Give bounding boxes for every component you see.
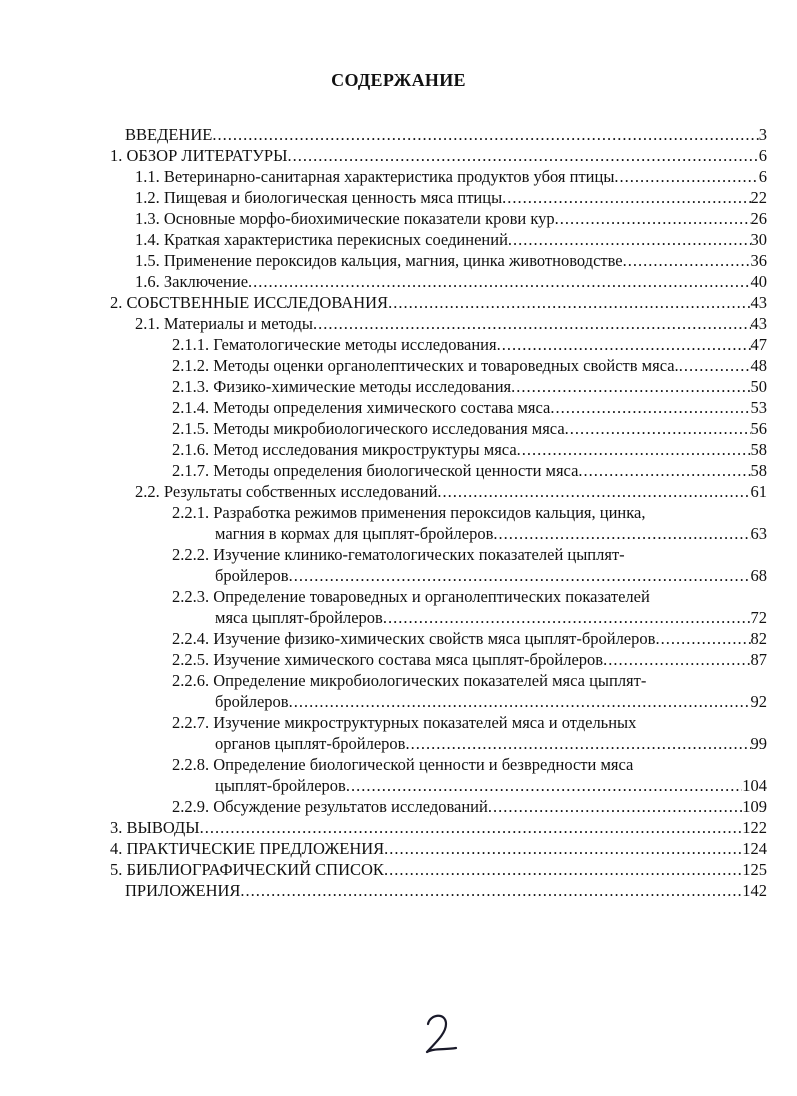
toc-entry [215, 523, 767, 544]
dot-leader [200, 817, 743, 838]
toc-page-number: 40 [750, 272, 767, 291]
dot-leader [565, 418, 751, 439]
toc-entry-text: 2.2.6. Определение микробиологических показателей мяса цыплят- [172, 671, 647, 690]
toc-page-number: 6 [758, 167, 767, 186]
toc-row [0, 292, 797, 313]
toc-entry-text: 2.2.2. Изучение клинико-гематологических показателей цыплят- [172, 545, 625, 564]
dot-leader [502, 187, 750, 208]
toc-row [0, 124, 797, 145]
dot-leader [405, 733, 750, 754]
toc-entry [172, 418, 767, 439]
dot-leader [288, 145, 759, 166]
toc-entry [135, 208, 767, 229]
dot-leader [578, 460, 750, 481]
toc-entry-text: 2.1.6. Метод исследования микроструктуры мяса [172, 440, 517, 459]
dot-leader [212, 124, 758, 145]
toc-row [0, 712, 797, 733]
dot-leader [497, 334, 751, 355]
dot-leader [517, 439, 751, 460]
toc-page-number: 72 [750, 608, 767, 627]
dot-leader [289, 565, 751, 586]
toc-entry-text: 1.4. Краткая характеристика перекисных соединений [135, 230, 508, 249]
toc-page-number: 104 [742, 776, 767, 795]
toc-row [0, 754, 797, 775]
toc-entry [110, 292, 767, 313]
toc-entry [172, 460, 767, 481]
toc-entry [135, 166, 767, 187]
toc-page-number: 142 [742, 881, 767, 900]
toc-page-number: 43 [750, 293, 767, 312]
toc-page-number: 26 [750, 209, 767, 228]
toc-entry-text: 2.2.4. Изучение физико-химических свойств мяса цыплят-бройлеров [172, 629, 656, 648]
toc-row [0, 544, 797, 565]
toc-entry-text: ПРИЛОЖЕНИЯ [125, 881, 241, 900]
toc-row [0, 775, 797, 796]
toc-row [0, 565, 797, 586]
dot-leader [655, 628, 750, 649]
toc-entry-text: 2.1. Материалы и методы [135, 314, 313, 333]
dot-leader [679, 355, 751, 376]
toc-row [0, 796, 797, 817]
toc-page-number: 53 [750, 398, 767, 417]
toc-page-number: 58 [750, 440, 767, 459]
toc-entry-text: 2.2. Результаты собственных исследований [135, 482, 438, 501]
toc-row [0, 229, 797, 250]
dot-leader [623, 250, 751, 271]
toc-entry [110, 859, 767, 880]
toc-entry [110, 145, 767, 166]
toc-page-number: 82 [750, 629, 767, 648]
toc-entry [172, 355, 767, 376]
toc-row [0, 208, 797, 229]
toc-entry-text: 2.2.5. Изучение химического состава мяса цыплят-бройлеров [172, 650, 604, 669]
toc-page-number: 124 [742, 839, 767, 858]
toc-entry-text: 2.1.7. Методы определения биологической ценности мяса [172, 461, 579, 480]
toc-entry-text: 2.2.8. Определение биологической ценности и безвредности мяса [172, 755, 634, 774]
toc-entry-text: 3. ВЫВОДЫ [110, 818, 200, 837]
toc-page-number: 92 [750, 692, 767, 711]
toc-row [0, 397, 797, 418]
toc-row [0, 313, 797, 334]
toc-row [0, 166, 797, 187]
toc-entry-text: 1.6. Заключение [135, 272, 249, 291]
toc-entry-text: 1.2. Пищевая и биологическая ценность мяса птицы [135, 188, 503, 207]
toc-page-number: 30 [750, 230, 767, 249]
dot-leader [614, 166, 758, 187]
toc-page-number: 43 [750, 314, 767, 333]
toc-row [0, 586, 797, 607]
toc-row [0, 502, 797, 523]
page-title: СОДЕРЖАНИЕ [331, 70, 466, 90]
dot-leader [384, 859, 742, 880]
toc-page-number: 125 [742, 860, 767, 879]
toc-entry-text: 2.1.5. Методы микробиологического исследования мяса [172, 419, 565, 438]
dot-leader [346, 775, 742, 796]
toc-entry-text: 2.1.4. Методы определения химического состава мяса [172, 398, 551, 417]
toc-row [0, 355, 797, 376]
toc-row [0, 334, 797, 355]
dot-leader [603, 649, 750, 670]
toc-entry [135, 250, 767, 271]
toc-entry-text: 1.1. Ветеринарно-санитарная характеристика продуктов убоя птицы [135, 167, 615, 186]
toc-entry [125, 124, 767, 145]
toc-entry-text: ВВЕДЕНИЕ [125, 125, 213, 144]
toc-page-number: 122 [742, 818, 767, 837]
toc-row [0, 250, 797, 271]
toc-row [0, 670, 797, 691]
toc-entry [110, 817, 767, 838]
toc-entry [172, 439, 767, 460]
toc-page-number: 99 [750, 734, 767, 753]
toc-entry-text: 2.1.3. Физико-химические методы исследования [172, 377, 512, 396]
toc-entry [125, 880, 767, 901]
toc-entry-text: бройлеров [215, 566, 289, 585]
toc-entry-text: 1.3. Основные морфо-биохимические показатели крови кур [135, 209, 555, 228]
toc-page-number: 48 [750, 356, 767, 375]
toc-entry-text: магния в кормах для цыплят-бройлеров [215, 524, 494, 543]
toc-entry-text: 1.5. Применение пероксидов кальция, магния, цинка животноводстве [135, 251, 623, 270]
toc-entry [135, 229, 767, 250]
toc-row [0, 880, 797, 901]
toc-entry [172, 397, 767, 418]
dot-leader [383, 607, 751, 628]
dot-leader [384, 838, 742, 859]
dot-leader [437, 481, 750, 502]
dot-leader [555, 208, 751, 229]
toc-entry [172, 628, 767, 649]
toc-row [0, 418, 797, 439]
toc-entry-text: 4. ПРАКТИЧЕСКИЕ ПРЕДЛОЖЕНИЯ [110, 839, 385, 858]
table-of-contents [0, 124, 797, 901]
dot-leader [488, 796, 742, 817]
toc-page-number: 58 [750, 461, 767, 480]
dot-leader [388, 292, 750, 313]
toc-page-number: 109 [742, 797, 767, 816]
toc-entry-text: 2.1.1. Гематологические методы исследования [172, 335, 497, 354]
toc-row [0, 838, 797, 859]
toc-row [0, 145, 797, 166]
dot-leader [550, 397, 750, 418]
toc-entry [215, 775, 767, 796]
handwritten-page-number [422, 1012, 462, 1058]
toc-entry-text: 2. СОБСТВЕННЫЕ ИССЛЕДОВАНИЯ [110, 293, 389, 312]
toc-row [0, 607, 797, 628]
toc-entry [135, 313, 767, 334]
toc-entry [110, 838, 767, 859]
toc-entry [215, 733, 767, 754]
dot-leader [289, 691, 751, 712]
toc-page-number: 87 [750, 650, 767, 669]
toc-page-number: 50 [750, 377, 767, 396]
toc-entry-text: бройлеров [215, 692, 289, 711]
toc-entry [172, 376, 767, 397]
dot-leader [248, 271, 750, 292]
toc-entry-text: 2.2.1. Разработка режимов применения пероксидов кальция, цинка, [172, 503, 646, 522]
toc-page-number: 56 [750, 419, 767, 438]
toc-entry-text: 2.2.7. Изучение микроструктурных показателей мяса и отдельных [172, 713, 637, 732]
toc-row [0, 523, 797, 544]
toc-entry-text: цыплят-бройлеров [215, 776, 346, 795]
toc-entry-text: 1. ОБЗОР ЛИТЕРАТУРЫ [110, 146, 288, 165]
toc-page-number: 68 [750, 566, 767, 585]
toc-entry [172, 334, 767, 355]
toc-row [0, 460, 797, 481]
toc-row [0, 481, 797, 502]
dot-leader [493, 523, 750, 544]
toc-row [0, 271, 797, 292]
toc-entry [172, 649, 767, 670]
toc-page-number: 47 [750, 335, 767, 354]
toc-entry [135, 481, 767, 502]
dot-leader [511, 376, 750, 397]
toc-entry [215, 691, 767, 712]
toc-page-number: 36 [750, 251, 767, 270]
toc-page-number: 22 [750, 188, 767, 207]
toc-row [0, 649, 797, 670]
toc-entry-text: 2.2.3. Определение товароведных и органолептических показателей [172, 587, 650, 606]
dot-leader [508, 229, 751, 250]
toc-page-number: 63 [750, 524, 767, 543]
toc-row [0, 733, 797, 754]
toc-page-number: 3 [758, 125, 767, 144]
toc-entry-text: 2.1.2. Методы оценки органолептических и товароведных свойств мяса. [172, 356, 679, 375]
toc-row [0, 439, 797, 460]
toc-entry [215, 607, 767, 628]
dot-leader [313, 313, 751, 334]
toc-entry-text: мяса цыплят-бройлеров [215, 608, 383, 627]
toc-row [0, 376, 797, 397]
toc-entry [135, 187, 767, 208]
toc-row [0, 817, 797, 838]
toc-entry [215, 565, 767, 586]
dot-leader [240, 880, 742, 901]
toc-row [0, 691, 797, 712]
toc-entry-text: 2.2.9. Обсуждение результатов исследований [172, 797, 488, 816]
toc-entry-text: органов цыплят-бройлеров [215, 734, 406, 753]
toc-page-number: 61 [750, 482, 767, 501]
toc-entry [135, 271, 767, 292]
toc-row [0, 628, 797, 649]
toc-entry-text: 5. БИБЛИОГРАФИЧЕСКИЙ СПИСОК [110, 860, 384, 879]
toc-row [0, 859, 797, 880]
toc-row [0, 187, 797, 208]
toc-page-number: 6 [758, 146, 767, 165]
toc-entry [172, 796, 767, 817]
